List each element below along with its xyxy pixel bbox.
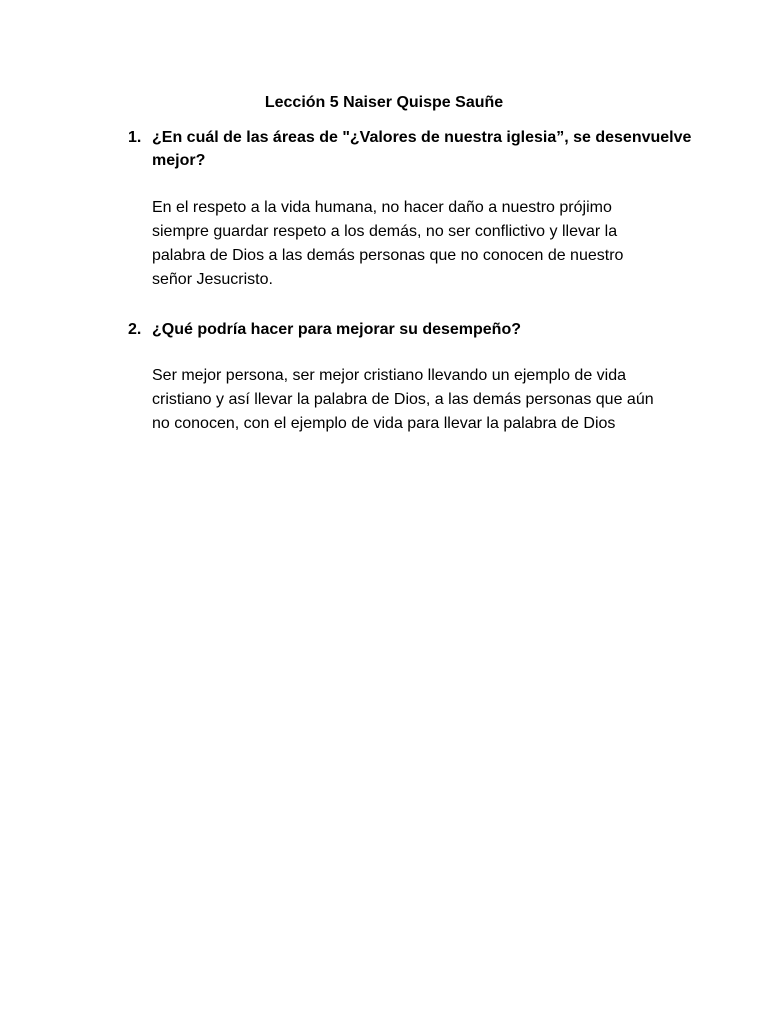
question-1-line-1: ¿En cuál de las áreas de "¿Valores de nuestra iglesia”, se desenvuelve — [152, 129, 692, 146]
answer-1-line-2: siempre guardar respeto a los demás, no ser conflictivo y llevar la — [152, 223, 618, 240]
answer-1-line-3: palabra de Dios a las demás personas que no conocen de nuestro — [152, 247, 624, 264]
answer-2-line-2: cristiano y así llevar la palabra de Dios, a las demás personas que aún — [152, 391, 654, 408]
question-2-text — [152, 318, 672, 341]
answer-1 — [152, 196, 672, 292]
answer-1-line-4: señor Jesucristo. — [152, 271, 273, 288]
answer-1-line-1: En el respeto a la vida humana, no hacer daño a nuestro prójimo — [152, 199, 612, 216]
question-2-number: 2. — [128, 321, 142, 338]
question-2-line-1: ¿Qué podría hacer para mejorar su desempeño? — [152, 321, 521, 338]
answer-2-line-1: Ser mejor persona, ser mejor cristiano llevando un ejemplo de vida — [152, 367, 627, 384]
answer-2 — [152, 364, 672, 436]
question-1-text — [152, 126, 692, 172]
question-1-line-2: mejor? — [152, 152, 206, 169]
answer-2-line-3: no conocen, con el ejemplo de vida para llevar la palabra de Dios — [152, 415, 616, 432]
document-title: Lección 5 Naiser Quispe Sauñe — [264, 94, 504, 111]
question-1-number: 1. — [128, 129, 142, 146]
